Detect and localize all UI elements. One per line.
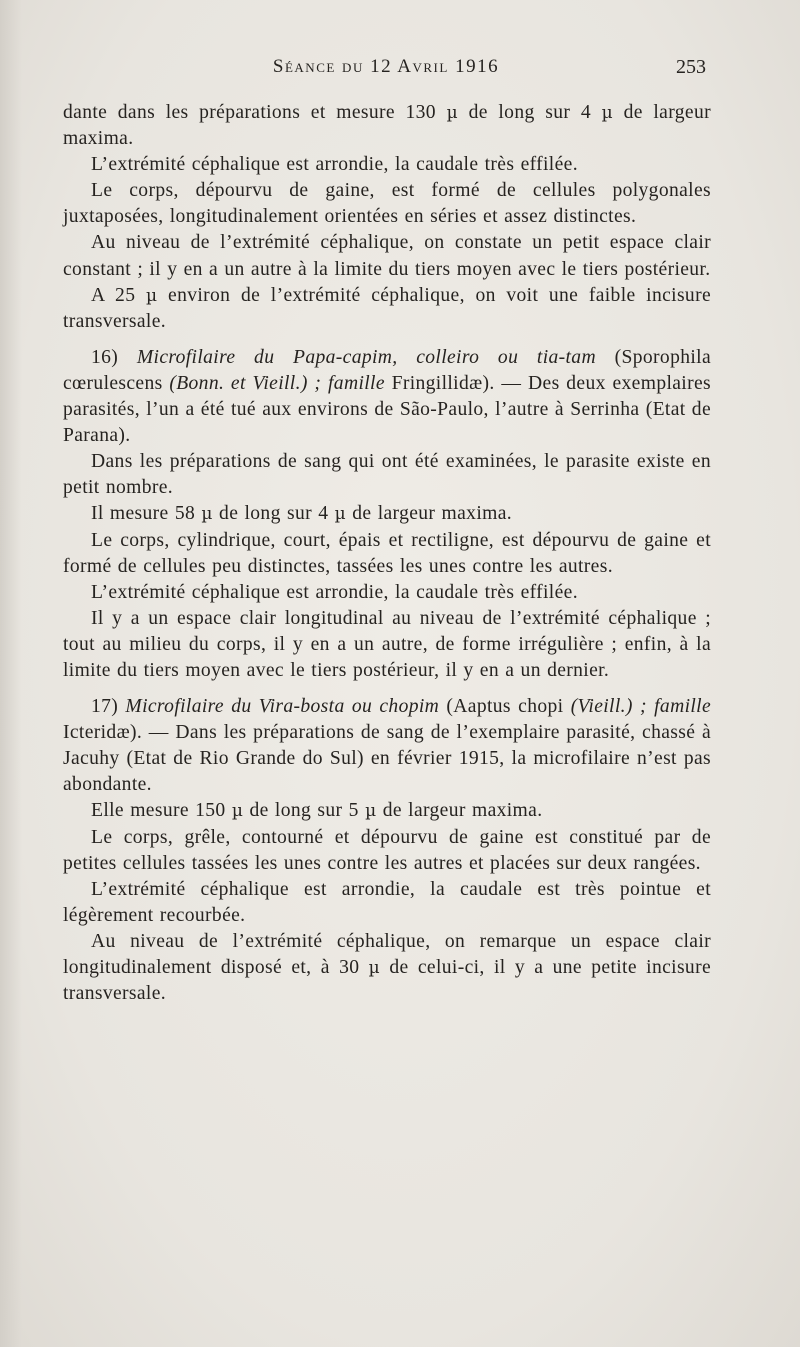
paragraph-p08 xyxy=(63,501,711,527)
paragraph-p16 xyxy=(63,929,711,1007)
page-gutter-shadow xyxy=(0,0,22,1347)
text-run: de long sur 4 xyxy=(212,503,335,525)
page-header xyxy=(62,56,710,86)
text-run: Icteridæ). — Dans les préparations de sang de l’exemplaire parasité, chassé à Jacuhy (Etat de Rio Grande do Sul) en février 1915, la microfilaire n’est pas abondante. xyxy=(63,722,711,796)
paragraph-p13 xyxy=(63,798,711,824)
paragraph-p14 xyxy=(63,825,711,877)
text-run: Le corps, grêle, contourné et dépourvu de gaine est constitué par de petites cellules tassées les unes contre les autres et placées sur deux rangées. xyxy=(63,826,711,874)
text-run: (Sporophila cœrulescens xyxy=(63,346,711,394)
paragraph-p03 xyxy=(63,178,711,230)
text-run: L’extrémité céphalique est arrondie, la caudale est très pointue et légèrement recourbée. xyxy=(63,878,711,926)
micron-symbol: µ xyxy=(365,801,377,822)
paragraph-p01 xyxy=(63,100,711,152)
text-run: A 25 xyxy=(91,284,146,306)
text-run: Il y a un espace clair longitudinal au niveau de l’extrémité céphalique ; tout au milieu du corps, il y en a un autre, de forme irrégulière ; enfin, à la limite du tiers moyen avec le tiers postérieur, il y en a un dernier. xyxy=(63,607,711,681)
paragraph-p02 xyxy=(63,152,711,178)
micron-symbol: µ xyxy=(601,103,613,123)
text-run: dante dans les préparations et mesure 130 xyxy=(63,102,447,123)
italic-text-run: (Bonn. et Vieill.) ; famille xyxy=(169,372,385,394)
running-head: Séance du 12 Avril 1916 xyxy=(272,56,500,77)
text-run: Le corps, cylindrique, court, épais et rectiligne, est dépourvu de gaine et formé de cellules peu distinctes, tassées les unes contre les autres. xyxy=(63,529,711,577)
text-run: de largeur maxima. xyxy=(63,102,711,150)
text-run: Dans les préparations de sang qui ont été examinées, le parasite existe en petit nombre. xyxy=(63,451,711,499)
italic-text-run: (Vieill.) ; famille xyxy=(570,696,712,718)
italic-text-run: Microfilaire du Papa-capim, colleiro ou tia-tam xyxy=(136,346,596,368)
text-run: Le corps, dépourvu de gaine, est formé de cellules polygonales juxtaposées, longitudinalement orientées en séries et assez distinctes. xyxy=(63,180,711,228)
text-run: 17) xyxy=(91,696,126,718)
text-run: 16) xyxy=(91,346,137,368)
italic-text-run: Microfilaire du Vira-bosta ou chopim xyxy=(125,696,440,718)
paragraph-p07 xyxy=(63,449,711,501)
micron-symbol: µ xyxy=(201,504,213,525)
text-run: L’extrémité céphalique est arrondie, la caudale très effilée. xyxy=(91,154,578,176)
text-run: L’extrémité céphalique est arrondie, la caudale très effilée. xyxy=(91,581,578,603)
text-run: de long sur 4 xyxy=(457,102,602,123)
micron-symbol: µ xyxy=(368,958,381,978)
paragraph-p10 xyxy=(63,580,711,606)
paragraph-p11 xyxy=(63,606,711,684)
text-run: Il mesure 58 xyxy=(91,503,202,525)
paragraph-p04 xyxy=(63,230,711,282)
text-run: de largeur maxima. xyxy=(376,800,543,822)
paragraph-p12 xyxy=(63,694,711,798)
paragraph-p15 xyxy=(63,877,711,929)
micron-symbol: µ xyxy=(145,285,158,306)
text-run: Fringillidæ). — Des deux exemplaires parasités, l’un a été tué aux environs de São-Paulo, l’autre à Serrinha (Etat de Parana). xyxy=(63,372,711,447)
text-run: Au niveau de l’extrémité céphalique, on remarque un espace clair longitudinalement disposé et, à 30 xyxy=(63,930,711,978)
text-run: Au niveau de l’extrémité céphalique, on constate un petit espace clair constant ; il y en a un autre à la limite du tiers moyen avec le tiers postérieur. xyxy=(63,232,711,280)
body-text xyxy=(63,100,711,1007)
page-number: 253 xyxy=(676,56,706,78)
paragraph-p09 xyxy=(63,528,711,580)
paragraph-p05 xyxy=(63,283,711,335)
text-run: Elle mesure 150 xyxy=(91,800,232,822)
text-run: de celui-ci, il y a une petite incisure transversale. xyxy=(63,957,711,1005)
micron-symbol: µ xyxy=(446,103,458,123)
text-run: de largeur maxima. xyxy=(346,503,513,525)
paragraph-p06 xyxy=(63,345,711,449)
micron-symbol: µ xyxy=(231,801,244,822)
text-run: de long sur 5 xyxy=(243,800,366,822)
micron-symbol: µ xyxy=(334,504,347,525)
text-run: (Aaptus chopi xyxy=(439,696,571,718)
text-run: environ de l’extrémité céphalique, on voit une faible incisure transversale. xyxy=(63,284,712,332)
